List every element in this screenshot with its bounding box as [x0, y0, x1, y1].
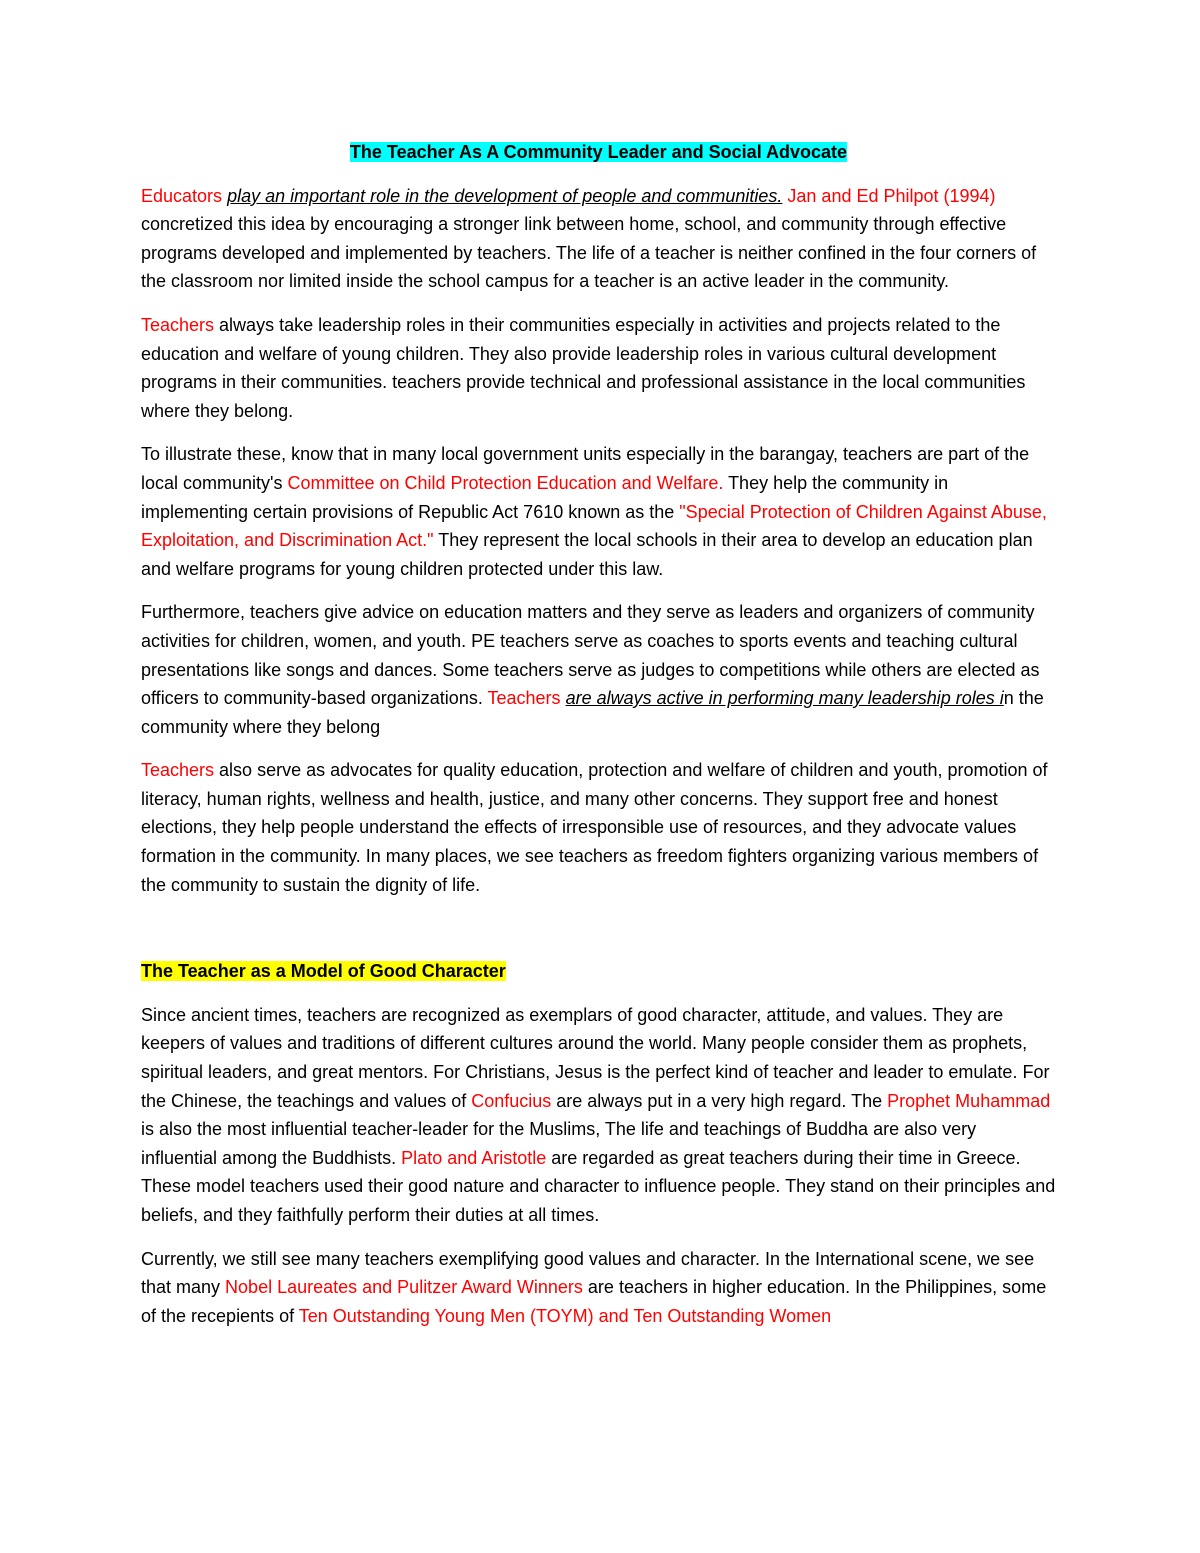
section2-heading: The Teacher as a Model of Good Character — [141, 961, 506, 982]
document-body — [141, 138, 1056, 1345]
section1-paragraph-5 — [141, 756, 1056, 899]
text-run: are always put in a very high regard. The — [551, 1090, 888, 1111]
section1-paragraph-2 — [141, 311, 1056, 425]
text-run: Furthermore, teachers give advice on education matters and they serve as leaders and organizers of community activities for children, women, and youth. PE teachers serve as coaches to sports events and teaching cultural presentations like songs and dances. Some teachers serve as judges to competitions while others are elected as officers to community-based organizations. — [141, 602, 1040, 709]
text-run: Currently, we still see many teachers exemplifying good values and character. In the International scene, we see that many — [141, 1248, 1035, 1298]
emphasis-prophet-muhammad: Prophet Muhammad — [887, 1090, 1051, 1111]
text-run: are teachers in higher education. In the Philippines, some of the recepients of — [141, 1277, 1047, 1326]
emphasis-philpot-citation: Jan and Ed Philpot (1994) — [787, 185, 996, 206]
emphasis-teachers: Teachers — [487, 688, 561, 709]
text-run: always take leadership roles in their communities especially in activities and projects related to the education and welfare of young children. They also provide leadership roles in various cultural development programs in their communities. teachers provide technical and professional assistance in the local communities where they belong. — [141, 314, 1026, 421]
section1-paragraph-3 — [141, 440, 1056, 583]
text-run: is also the most influential teacher-leader for the Muslims, The life and teachings of Buddha are also very influential among the Buddhists. — [141, 1119, 977, 1168]
section1-title-line — [141, 138, 1056, 167]
text-run: They represent the local schools in their area to develop an education plan and welfare programs for young children protected under this law. — [141, 530, 1033, 579]
emphasis-toym: Ten Outstanding Young Men (TOYM) and Ten Outstanding Women — [298, 1305, 832, 1326]
emphasis-plato-aristotle: Plato and Aristotle — [401, 1147, 547, 1168]
text-run: n the community where they belong — [141, 688, 1044, 737]
section1-paragraph-1 — [141, 182, 1056, 296]
text-run: They help the community in implementing certain provisions of Republic Act 7610 known as the — [141, 472, 949, 522]
section1-paragraph-4 — [141, 598, 1056, 741]
text-run: To illustrate these, know that in many local government units especially in the barangay, teachers are part of the local community's — [141, 444, 1030, 493]
emphasis-committee: Committee on Child Protection Education and Welfare. — [287, 472, 724, 493]
section2-heading-line — [141, 957, 1056, 986]
emphasis-act-title: "Special Protection of Children Against Abuse, Exploitation, and Discrimination Act." — [141, 501, 1047, 551]
text-run: concretized this idea by encouraging a stronger link between home, school, and community through effective programs developed and implemented by teachers. The life of a teacher is neither confined in the four corners of the classroom nor limited inside the school campus for a teacher is an active leader in the community. — [141, 214, 1037, 292]
emphasis-teachers: Teachers — [141, 760, 215, 781]
emphasis-teachers: Teachers — [141, 314, 215, 335]
emphasis-confucius: Confucius — [471, 1090, 552, 1111]
emphasis-educators: Educators — [141, 185, 223, 206]
emphasis-nobel-pulitzer: Nobel Laureates and Pulitzer Award Winners — [225, 1277, 583, 1298]
underlined-italic-phrase: play an important role in the development of people and communities. — [227, 185, 783, 206]
section1-title: The Teacher As A Community Leader and Social Advocate — [349, 142, 848, 162]
section2-paragraph-2 — [141, 1245, 1056, 1331]
text-run: Since ancient times, teachers are recognized as exemplars of good character, attitude, and values. They are keepers of values and traditions of different cultures around the world. Many people consider them as prophets, spiritual leaders, and great mentors. For Christians, Jesus is the perfect kind of teacher and leader to emulate. For the Chinese, the teachings and values of — [141, 1004, 1050, 1111]
text-run: also serve as advocates for quality education, protection and welfare of children and youth, promotion of literacy, human rights, wellness and health, justice, and many other concerns. They support free and honest elections, they help people understand the effects of irresponsible use of resources, and they advocate values formation in the community. In many places, we see teachers as freedom fighters organizing various members of the community to sustain the dignity of life. — [141, 760, 1048, 895]
section2-paragraph-1 — [141, 1001, 1056, 1230]
text-run: are regarded as great teachers during their time in Greece. These model teachers used their good nature and character to influence people. They stand on their principles and beliefs, and they faithfully perform their duties at all times. — [141, 1147, 1056, 1225]
underlined-italic-phrase: are always active in performing many leadership roles i — [565, 688, 1004, 709]
